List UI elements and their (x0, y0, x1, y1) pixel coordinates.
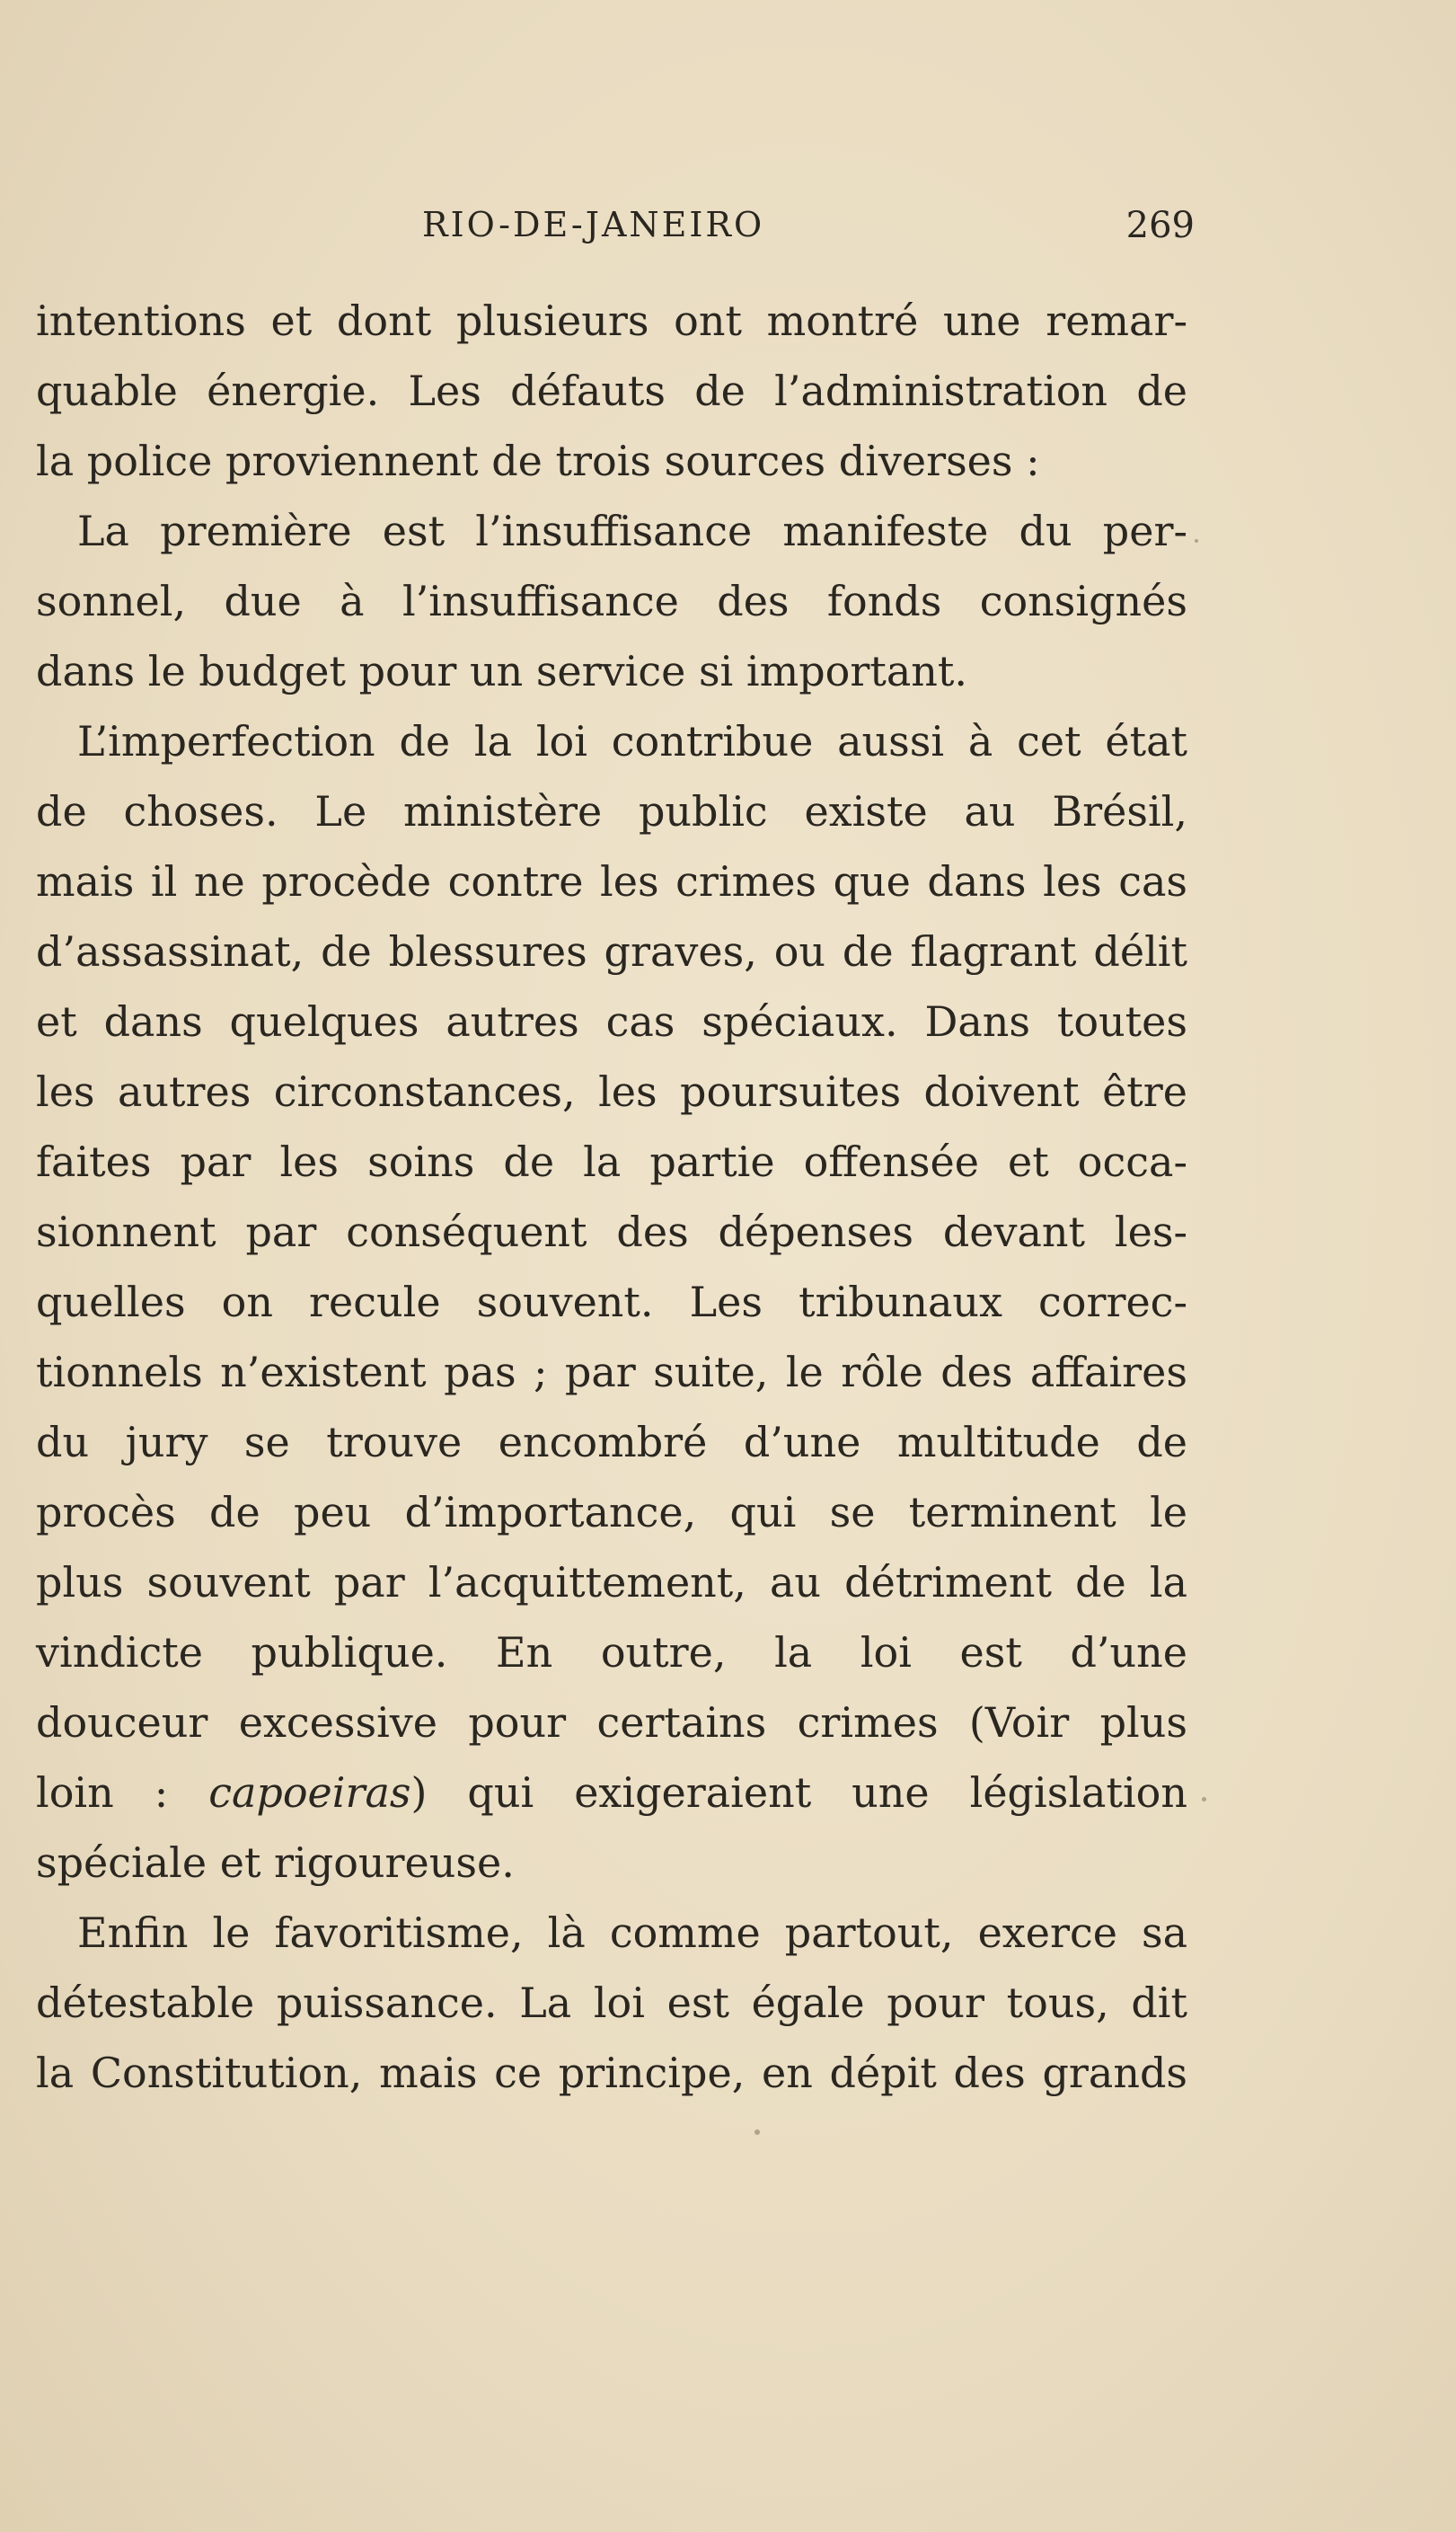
text-line: procès de peu d’importance, qui se terminent le (36, 1488, 1187, 1536)
text-line: la Constitution, mais ce principe, en dépit des grands (36, 2049, 1187, 2097)
paper-speck (1202, 1797, 1206, 1802)
text-line: mais il ne procède contre les crimes que dans les cas (36, 857, 1187, 906)
paper-speck (754, 2129, 760, 2135)
text-line: dans le budget pour un service si important. (36, 647, 967, 695)
text-line: les autres circonstances, les poursuites doivent être (36, 1067, 1187, 1116)
text-line: la police proviennent de trois sources diverses : (36, 437, 1040, 485)
text-line: L’imperfection de la loi contribue aussi à cet état (77, 717, 1187, 766)
paper-speck (1195, 539, 1198, 543)
text-line: quelles on recule souvent. Les tribunaux correc- (36, 1278, 1187, 1326)
text-line: douceur excessive pour certains crimes (Voir plus (36, 1698, 1187, 1747)
text-line: plus souvent par l’acquittement, au détriment de la (36, 1558, 1187, 1607)
text-line: de choses. Le ministère public existe au Brésil, (36, 787, 1187, 836)
text-line: sionnent par conséquent des dépenses devant les- (36, 1208, 1187, 1256)
italic-term: capoeiras (208, 1768, 411, 1817)
body-text (36, 286, 1187, 2108)
running-title: RIO-DE-JANEIRO (422, 205, 765, 244)
text-segment: ) qui exigeraient une législation (410, 1768, 1187, 1817)
text-line: vindicte publique. En outre, la loi est d’une (36, 1628, 1187, 1677)
text-line: spéciale et rigoureuse. (36, 1838, 515, 1887)
text-line: quable énergie. Les défauts de l’administration de (36, 367, 1187, 415)
text-line-with-italic (36, 1757, 1187, 1828)
text-line: La première est l’insuffisance manifeste du per- (77, 507, 1187, 555)
text-line: intentions et dont plusieurs ont montré une remar- (36, 297, 1187, 345)
page-header (36, 205, 1195, 259)
text-line: sonnel, due à l’insuffisance des fonds consignés (36, 577, 1187, 625)
text-segment: loin : (36, 1768, 209, 1817)
text-line: détestable puissance. La loi est égale pour tous, dit (36, 1979, 1187, 2027)
text-line: d’assassinat, de blessures graves, ou de flagrant délit (36, 927, 1187, 976)
text-line: Enfin le favoritisme, là comme partout, exerce sa (77, 1908, 1187, 1957)
page-number: 269 (1125, 205, 1195, 246)
text-line: faites par les soins de la partie offensée et occa- (36, 1138, 1187, 1186)
text-line: du jury se trouve encombré d’une multitude de (36, 1418, 1187, 1466)
text-line: et dans quelques autres cas spéciaux. Dans toutes (36, 997, 1187, 1046)
text-line: tionnels n’existent pas ; par suite, le rôle des affaires (36, 1348, 1187, 1396)
